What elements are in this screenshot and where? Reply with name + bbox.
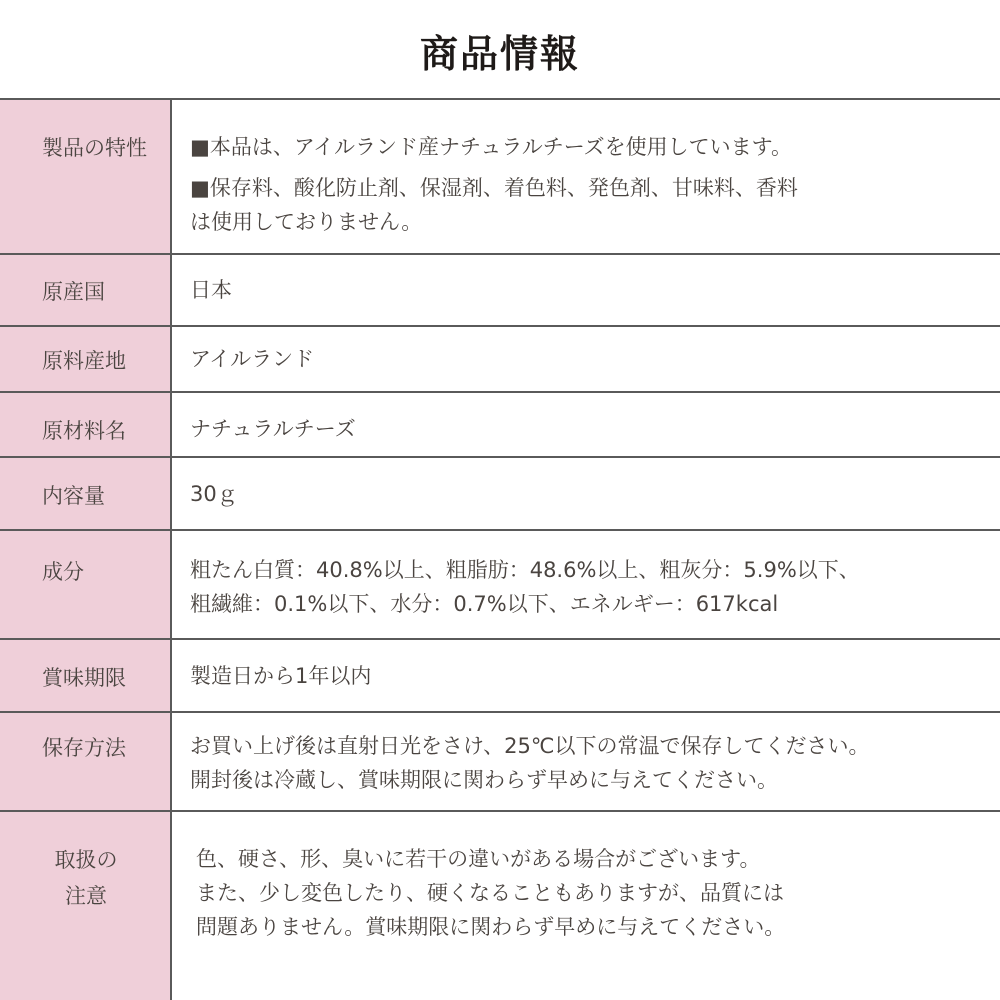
row-handling-notes [0,810,1000,1000]
row-value [190,659,970,693]
value-line: 開封後は冷蔵し、賞味期限に関わらず早めに与えてください。 [190,768,778,792]
row-value [190,477,970,511]
row-ingredients [0,391,1000,458]
row-value [190,273,970,307]
label-text: 成分 [42,560,84,584]
label-text: 賞味期限 [42,666,126,690]
value-line: 30ｇ [190,482,238,506]
row-label [0,640,172,713]
row-value [190,342,970,376]
row-country-of-origin [0,253,1000,327]
row-storage-method [0,711,1000,812]
value-line: は使用しておりません。 [190,210,423,234]
row-label [0,812,172,1000]
row-value [190,130,970,239]
value-line: 製造日から1年以内 [190,664,372,688]
label-text: 原材料名 [42,419,126,443]
value-line: お買い上げ後は直射日光をさけ、25℃以下の常温で保存してください。 [190,734,870,758]
label-text: 注意 [65,884,107,908]
value-line: 問題ありません。賞味期限に関わらず早めに与えてください。 [196,915,786,939]
value-line: ナチュラルチーズ [190,417,356,441]
row-best-before [0,638,1000,713]
product-info-table [0,98,1000,1000]
label-text: 製品の特性 [42,136,147,160]
row-ingredient-origin [0,325,1000,393]
row-value [196,842,970,944]
row-composition [0,529,1000,640]
value-line: 粗たん白質：40.8%以上、粗脂肪：48.6%以上、粗灰分：5.9%以下、 [190,558,860,582]
row-label [0,531,172,640]
value-line: 日本 [190,278,232,302]
value-line: 色、硬さ、形、臭いに若干の違いがある場合がございます。 [196,847,761,871]
value-line: ■本品は、アイルランド産ナチュラルチーズを使用しています。 [190,135,792,159]
label-text: 保存方法 [42,736,126,760]
row-label [0,100,172,255]
row-label [0,458,172,531]
row-value [190,412,970,446]
row-product-features [0,98,1000,255]
row-net-content [0,456,1000,531]
label-text: 内容量 [42,484,105,508]
label-text: 原産国 [42,280,105,304]
label-text: 原料産地 [42,349,126,373]
value-line: ■保存料、酸化防止剤、保湿剤、着色料、発色剤、甘味料、香料 [190,176,798,200]
row-label [0,713,172,812]
value-line: 粗繊維：0.1%以下、水分：0.7%以下、エネルギー：617kcal [190,592,779,616]
row-value [190,553,970,621]
row-value [190,729,970,797]
label-text: 取扱の [54,848,118,872]
page-title: 商品情報 [419,31,580,76]
row-label [0,393,172,458]
value-line: アイルランド [190,347,315,371]
row-label [0,255,172,327]
row-label [0,327,172,393]
value-line: また、少し変色したり、硬くなることもありますが、品質には [196,881,784,905]
